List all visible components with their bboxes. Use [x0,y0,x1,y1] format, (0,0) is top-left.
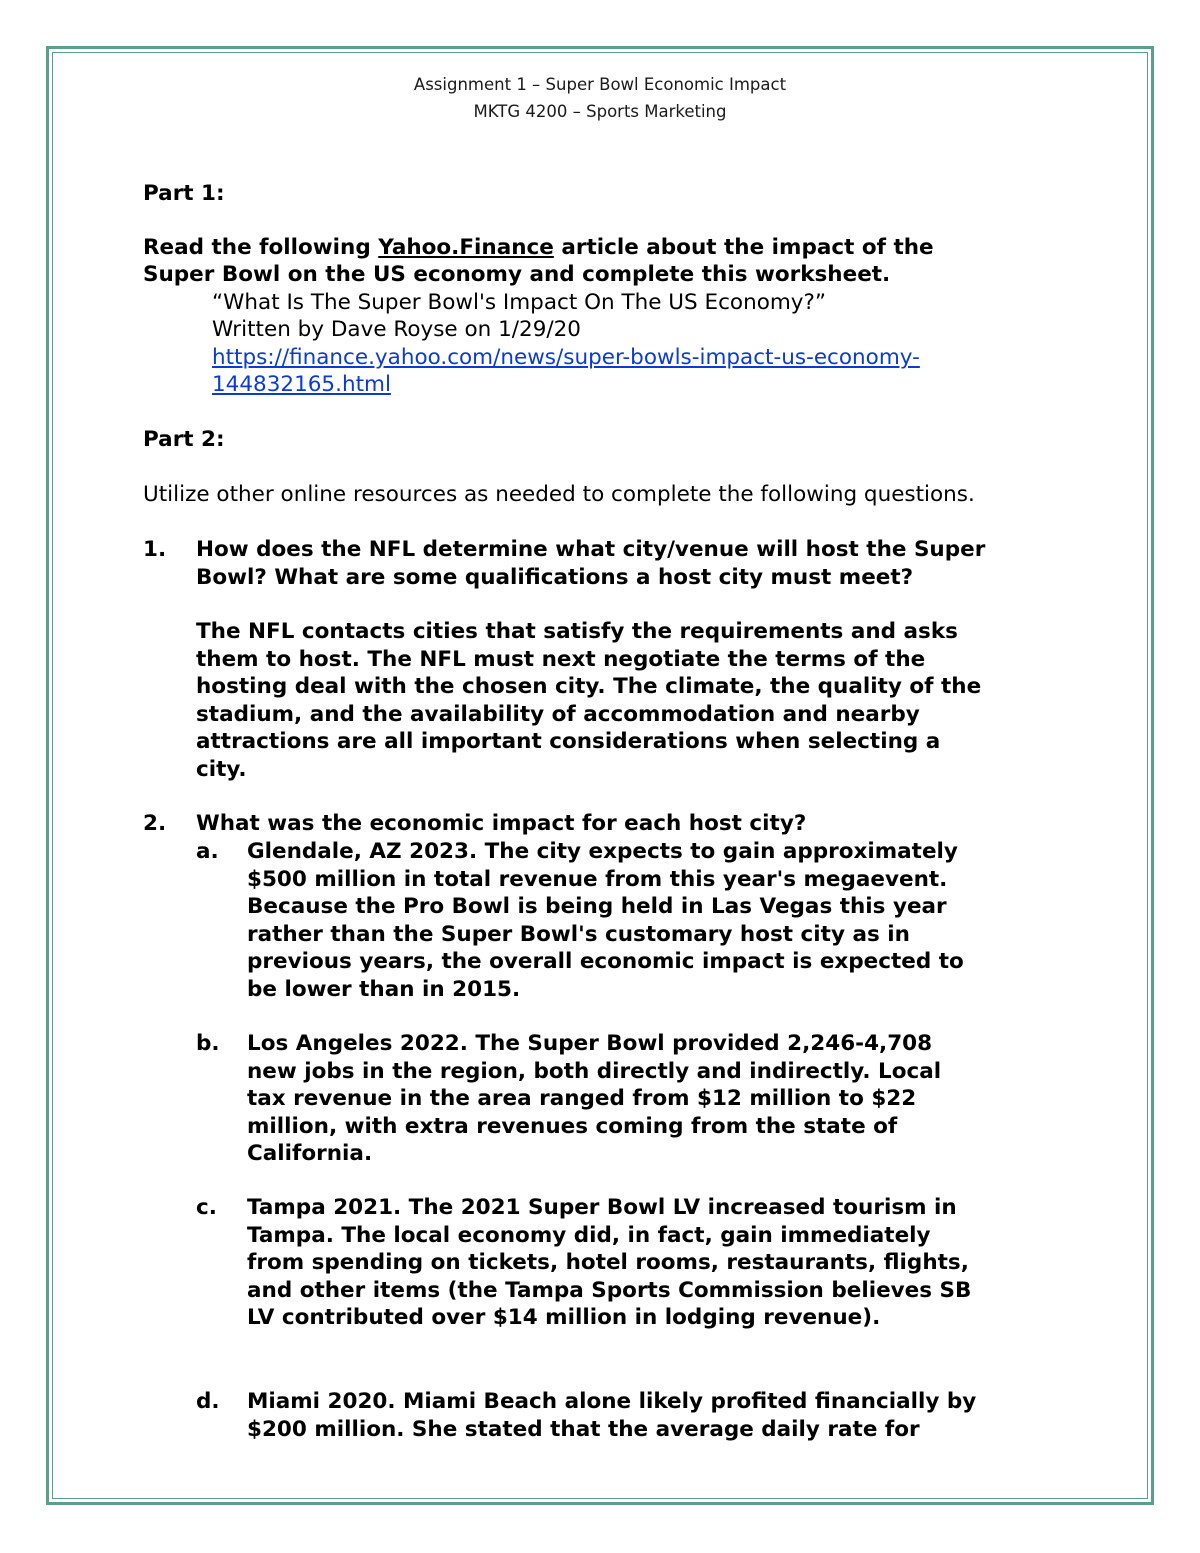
answer-1-line: stadium, and the availability of accommodation and nearby [196,701,920,727]
subitem-a-line: be lower than in 2015. [247,976,521,1002]
question-1 [196,536,985,591]
part1-intro-suffix: article about the impact of the [553,235,934,260]
article-byline: Written by Dave Royse on 1/29/20 [212,317,581,342]
subitem-b-line: new jobs in the region, both directly and indirectly. Local [247,1058,942,1084]
subitem-c-line: from spending on tickets, hotel rooms, restaurants, flights, [247,1250,969,1275]
part2-intro: Utilize other online resources as needed to complete the following questions. [143,482,975,507]
answer-1 [196,618,981,783]
subitem-b-line: tax revenue in the area ranged from $12 million to $22 [247,1086,917,1111]
question-1-number: 1. [143,537,167,562]
article-url-line1 [212,344,920,372]
answer-1-line: attractions are all important considerations when selecting a [196,729,941,754]
subitem-b-letter: b. [196,1031,220,1056]
subitem-b-line: California. [247,1141,373,1166]
subitem-c-letter: c. [196,1195,217,1220]
subitem-b [247,1030,941,1168]
subitem-c-line: and other items (the Tampa Sports Commission believes SB [247,1277,972,1303]
answer-1-line: city. [196,756,247,782]
answer-1-line: them to host. The NFL must next negotiate the terms of the [196,646,926,672]
subitem-a-line: rather than the Super Bowl's customary host city as in [247,921,910,947]
subitem-a-line: previous years, the overall economic impact is expected to [247,949,964,974]
question-1-line: Bowl? What are some qualifications a host city must meet? [196,564,914,590]
part1-intro-prefix: Read the following [143,235,379,260]
subitem-a-line: $500 million in total revenue from this year's megaevent. [247,866,948,892]
subitem-a-line: Glendale, AZ 2023. The city expects to gain approximately [247,839,958,864]
header-course-title: MKTG 4200 – Sports Marketing [473,102,727,121]
subitem-d-line: Miami 2020. Miami Beach alone likely profited financially by [247,1389,977,1414]
part1-intro-line1 [143,234,934,262]
subitem-c [247,1194,971,1332]
question-2-line: What was the economic impact for each host city? [196,811,807,836]
yahoo-finance-link[interactable]: Yahoo.Finance [378,235,554,260]
answer-1-line: The NFL contacts cities that satisfy the requirements and asks [196,619,958,644]
subitem-a [247,838,964,1003]
article-title: “What Is The Super Bowl's Impact On The US Economy?” [212,290,827,315]
subitem-c-line: Tampa. The local economy did, in fact, gain immediately [247,1222,931,1248]
subitem-c-line: LV contributed over $14 million in lodging revenue). [247,1305,881,1330]
subitem-a-letter: a. [196,839,219,864]
part1-intro-line2: Super Bowl on the US economy and complete this worksheet. [143,262,891,287]
subitem-d [247,1388,976,1443]
part1-heading: Part 1: [143,181,225,206]
part2-heading: Part 2: [143,427,225,452]
article-url-link-cont[interactable]: 144832165.html [212,372,391,397]
subitem-b-line: Los Angeles 2022. The Super Bowl provided 2,246-4,708 [247,1031,933,1056]
subitem-c-line: Tampa 2021. The 2021 Super Bowl LV increased tourism in [247,1195,957,1220]
subitem-a-line: Because the Pro Bowl is being held in Las Vegas this year [247,894,947,919]
subitem-b-line: million, with extra revenues coming from the state of [247,1113,898,1139]
answer-1-line: hosting deal with the chosen city. The climate, the quality of the [196,674,982,699]
question-1-line: How does the NFL determine what city/venue will host the Super [196,537,986,562]
question-2-number: 2. [143,811,167,836]
header-assignment-title: Assignment 1 – Super Bowl Economic Impact [413,75,787,94]
question-2 [196,810,806,838]
subitem-d-letter: d. [196,1389,220,1414]
article-url-line2 [212,371,391,399]
article-url-link[interactable]: https://finance.yahoo.com/news/super-bowls-impact-us-economy- [212,345,920,370]
subitem-d-line: $200 million. She stated that the average daily rate for [247,1416,920,1442]
